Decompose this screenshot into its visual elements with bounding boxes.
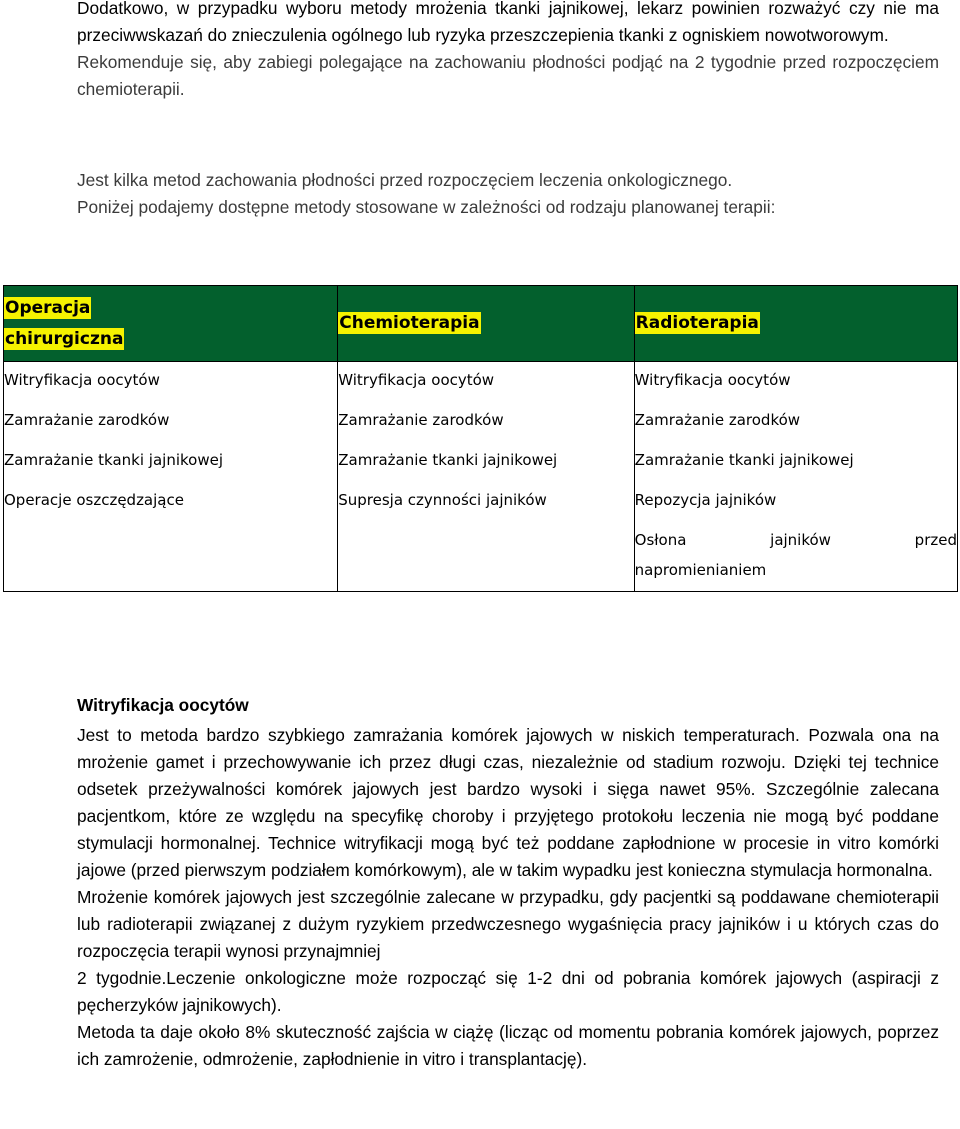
list-item: Witryfikacja oocytów: [338, 371, 495, 389]
list-item: Zamrażanie zarodków: [338, 411, 504, 429]
chemotherapy-methods: [338, 362, 634, 592]
list-item: Witryfikacja oocytów: [4, 371, 160, 389]
header-radiotherapy: [634, 286, 957, 362]
intro-paragraph-1: Dodatkowo, w przypadku wyboru metody mrożenia tkanki jajnikowej, lekarz powinien rozważyć czy nie ma przeciwwskazań do znieczulenia ogólnego lub ryzyka przeszczepienia tkanki z ogniskiem nowotworowym.: [77, 0, 939, 45]
header-surgery-line2: chirurgiczna: [5, 328, 124, 349]
section-body: [77, 722, 939, 1073]
list-item: Witryfikacja oocytów: [634, 371, 791, 389]
list-item: Zamrażanie tkanki jajnikowej: [4, 451, 223, 469]
list-item: Zamrażanie zarodków: [634, 411, 801, 429]
radiotherapy-methods: [634, 362, 957, 592]
list-item: Osłona jajników przed: [634, 531, 957, 549]
list-item: Zamrażanie tkanki jajnikowej: [338, 451, 558, 469]
header-surgery-line1: Operacja: [5, 297, 91, 318]
section-paragraph-2b: 2 tygodnie.Leczenie onkologiczne może rozpocząć się 1-2 dni od pobrania komórek jajowych (aspiracji z pęcherzyków jajnikowych).: [77, 968, 939, 1015]
header-chemotherapy-label: Chemioterapia: [339, 313, 480, 333]
list-item: Zamrażanie zarodków: [4, 411, 170, 429]
header-radiotherapy-label: Radioterapia: [635, 313, 759, 333]
intro-paragraph-3: Jest kilka metod zachowania płodności przed rozpoczęciem leczenia onkologicznego.: [77, 170, 733, 190]
list-item: Operacje oszczędzające: [4, 491, 184, 509]
methods-table: [3, 285, 958, 592]
methods-intro: [77, 167, 939, 221]
section-paragraph-1: Jest to metoda bardzo szybkiego zamrażania komórek jajowych w niskich temperaturach. Pozwala ona na mrożenie gamet i przechowywanie ich przez długi czas, niezależnie od stadium rozwoju. Dzięki tej technice odsetek przeżywalności komórek jajowych jest bardzo wysoki i sięga nawet 95%. Szczególnie zalecana pacjentkom, które ze względu na specyfikę choroby i przyjętego protokołu leczenia nie mogą być poddane stymulacji hormonalnej. Technice witryfikacji mogą być też poddane zapłodnione w procesie in vitro komórki jajowe (przed pierwszym podziałem komórkowym), ale w takim wypadku jest konieczna stymulacja hormonalna.: [77, 725, 939, 880]
list-item-continued: napromienianiem: [634, 561, 767, 579]
table-body-row: [4, 362, 958, 592]
list-item: Repozycja jajników: [634, 491, 777, 509]
list-item: Supresja czynności jajników: [338, 491, 547, 509]
intro-paragraph-4: Poniżej podajemy dostępne metody stosowane w zależności od rodzaju planowanej terapii:: [77, 197, 776, 217]
intro-text: [77, 0, 939, 103]
header-chemotherapy: [338, 286, 634, 362]
section-paragraph-3: Metoda ta daje około 8% skuteczność zajścia w ciążę (licząc od momentu pobrania komórek jajowych, poprzez ich zamrożenie, odmrożenie, zapłodnienie in vitro i transplantację).: [77, 1022, 939, 1069]
section-title: Witryfikacja oocytów: [77, 695, 249, 715]
list-item: Zamrażanie tkanki jajnikowej: [634, 451, 854, 469]
section-paragraph-2: Mrożenie komórek jajowych jest szczególnie zalecane w przypadku, gdy pacjentki są poddawane chemioterapii lub radioterapii związanej z dużym ryzykiem przedwczesnego wygaśnięcia pracy jajników i u których czas do rozpoczęcia terapii wynosi przynajmniej: [77, 887, 939, 961]
header-surgery: [4, 286, 338, 362]
surgery-methods: [4, 362, 338, 592]
intro-paragraph-2: Rekomenduje się, aby zabiegi polegające na zachowaniu płodności podjąć na 2 tygodnie przed rozpoczęciem chemioterapii.: [77, 52, 939, 99]
table-header-row: [4, 286, 958, 362]
